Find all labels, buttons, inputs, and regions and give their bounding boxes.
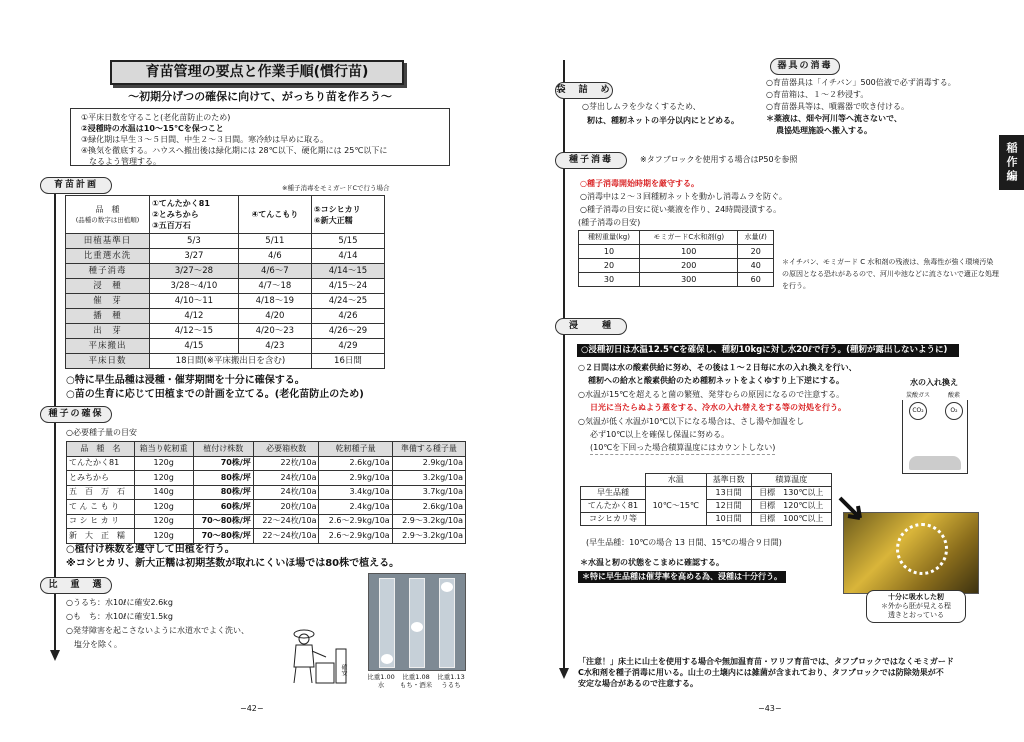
cell: 120g (134, 500, 193, 515)
disinfection-side-note: ＊イチバン、モミガード C 水和剤の残液は、魚毒性が強く環境汚染の原因となる恐れがあるので、河川や池などに流さないで適正な処理を行う。 (782, 258, 999, 290)
key-point: ③緑化期は早生３〜５日間、中生２〜３日間。寒冷紗は早めに取る。 (81, 135, 329, 144)
bucket (902, 400, 968, 474)
cell: 4/12〜15 (150, 324, 239, 339)
table-row (581, 500, 832, 513)
pointer-arrow-icon (838, 496, 866, 524)
cell: コ シ ヒ カ リ (67, 514, 135, 529)
row-header: 浸 種 (66, 279, 150, 294)
disinfection-table-title: (種子消毒の目安) (578, 218, 641, 227)
row-header: 田植基準日 (66, 234, 150, 249)
cell: 3/27〜28 (150, 264, 239, 279)
row-header: 出 芽 (66, 324, 150, 339)
cell: 22〜24枚/10a (253, 514, 319, 529)
cell: 70〜80株/坪 (193, 529, 253, 544)
tube-caption: 比重1.00 水 (367, 673, 395, 689)
key-point: ④換気を徹底する。ハウスへ搬出後は緑化期には 28℃以下、硬化期には 25℃以下に (81, 146, 388, 155)
cell: 3/28〜4/10 (150, 279, 239, 294)
cell: 2.9〜3.2kg/10a (392, 529, 465, 544)
table-row (66, 324, 385, 339)
row-header: 平床日数 (66, 354, 150, 369)
caption-line: ＊外から胚が見える程 (881, 602, 951, 610)
highlight-circle (896, 523, 948, 575)
cell: てんたかく81 (581, 500, 646, 513)
caution-box (578, 656, 986, 689)
cell: 3.7kg/10a (392, 485, 465, 500)
cell: 24枚/10a (253, 471, 319, 486)
cell: 22〜24枚/10a (253, 529, 319, 544)
tools-warning: ＊薬液は、畑や河川等へ流さないで、 (766, 114, 902, 123)
section-label-plan: 育苗計画 (40, 177, 112, 194)
cell: 40 (738, 259, 774, 273)
cell: 4/15 (150, 339, 239, 354)
cell: 5/3 (150, 234, 239, 249)
caution-line: 「注意！」床土に山土を使用する場合や無加温育苗・ワリフ育苗では、タフブロックではなくモミガード (578, 657, 954, 666)
cell: 80株/坪 (193, 485, 253, 500)
cell: 16日間 (311, 354, 384, 369)
cell: 5/11 (238, 234, 311, 249)
col-header: 植付け株数 (193, 442, 253, 457)
cell: 70株/坪 (193, 456, 253, 471)
cell: コシヒカリ等 (581, 513, 646, 526)
table-header-row (579, 231, 774, 245)
section-label-specific-gravity: 比 重 選 (40, 577, 112, 594)
cell: 22枚/10a (253, 456, 319, 471)
cell: 4/20 (238, 309, 311, 324)
sg-line: 塩分を除く。 (66, 640, 122, 649)
cell: 4/18〜19 (238, 294, 311, 309)
cell: 2.9kg/10a (392, 456, 465, 471)
disinfection-table (578, 230, 774, 287)
section-label-seed: 種子の確保 (40, 406, 112, 423)
soaking-bold-line: ○２日間は水の酸素供給に努め、その後は１〜２日毎に水の入れ換えを行い、 (578, 363, 857, 372)
cell: 4/7〜18 (238, 279, 311, 294)
o2-bubble: O₂ (945, 402, 963, 420)
egg (411, 622, 423, 632)
plan-note-2: ○苗の生育に応じて田植までの計画を立てる。(老化苗防止のため) (66, 389, 364, 400)
cell: 4/14 (311, 249, 384, 264)
col-header: 箱当り乾籾重 (134, 442, 193, 457)
cell: 4/20〜23 (238, 324, 311, 339)
plan-note-1: ○特に早生品種は浸種・催芽期間を十分に確保する。 (66, 375, 305, 386)
tools-line: ○育苗器具等は、噴霧器で吹き付ける。 (766, 102, 909, 111)
col-header: 乾籾種子量 (319, 442, 392, 457)
section-label-tool-disinfection: 器具の消毒 (770, 58, 840, 75)
row-header: 平床搬出 (66, 339, 150, 354)
water-exchange-title: 水の入れ換え (910, 378, 958, 387)
flow-arrow-icon (50, 650, 60, 661)
seed-note-1: ○植付け株数を遵守して田植を行う。 (66, 544, 235, 555)
soaking-early-variety-note: ＊特に早生品種は催芽率を高める為、浸種は十分行う。 (578, 571, 786, 583)
cell: 4/29 (311, 339, 384, 354)
page-title: 育苗管理の要点と作業手順(慣行苗) (110, 60, 404, 85)
row-header: 催 芽 (66, 294, 150, 309)
cell: 4/23 (238, 339, 311, 354)
specific-gravity-photo (368, 573, 466, 671)
disinfection-line: ○消毒中は２〜３回種籾ネットを動かし消毒ムラを防ぐ。 (580, 192, 787, 201)
seed-intro: ○必要種子量の目安 (66, 428, 137, 437)
table-row (66, 264, 385, 279)
cell: 目標 130℃以上 (751, 487, 831, 500)
caption-line: 十分に吸水した籾 (888, 593, 944, 601)
cell: 300 (640, 273, 738, 287)
soaked-seed-photo (843, 512, 979, 594)
egg (441, 582, 453, 592)
key-point: ①平床日数を守ること(老化苗防止のため) (81, 113, 231, 122)
disinfection-warning: ○種子消毒開始時期を厳守する。 (580, 179, 699, 188)
cell: 2.6〜2.9kg/10a (319, 529, 392, 544)
bagging-line: ○芽出しムラを少なくするため、 (582, 102, 701, 111)
table-row (67, 500, 466, 515)
cell: 120g (134, 529, 193, 544)
section-label-soaking: 浸 種 (555, 318, 627, 335)
cell: 2.6kg/10a (319, 456, 392, 471)
caution-line: 安定な場合があるので注意する。 (578, 679, 698, 688)
bagging-line-bold: 籾は、種籾ネットの半分以内にとどめる。 (587, 116, 739, 125)
sg-line: ○うるち：水10ℓに確安2.6kg (66, 598, 173, 607)
table-row (66, 339, 385, 354)
tools-line: ○育苗箱は、１〜２秒浸す。 (766, 90, 869, 99)
table-corner-sub: (品種の数字は田植順) (75, 215, 140, 224)
cell: 100 (640, 245, 738, 259)
co2-bubble: CO₂ (909, 402, 927, 420)
seed-pile (909, 456, 961, 470)
cell: 3.2kg/10a (392, 471, 465, 486)
cell: 3.4kg/10a (319, 485, 392, 500)
gas-label: 酸素 (948, 392, 961, 399)
cell: 70〜80株/坪 (193, 514, 253, 529)
cell: 2.9〜3.2kg/10a (392, 514, 465, 529)
cell: 12日間 (706, 500, 751, 513)
cell: 目標 120℃以上 (751, 500, 831, 513)
cell: 5/15 (311, 234, 384, 249)
table-header-row (67, 442, 466, 457)
caution-line: C水和剤を種子消毒に用いる。山土の土壌内には雑菌が含まれており、タフブロックでは防除効果が不 (578, 668, 944, 677)
cell: 10日間 (706, 513, 751, 526)
cell: 120g (134, 471, 193, 486)
page-number-right: −43− (758, 704, 782, 713)
cell: 18日間(※平床搬出日を含む) (150, 354, 312, 369)
soaking-line: ○気温が低く水温が10℃以下になる場合は、さし湯や加温をし (578, 417, 805, 426)
page-subtitle: 〜初期分げつの確保に向けて、がっちり苗を作ろう〜 (128, 90, 392, 103)
table-row (581, 487, 832, 500)
section-label-bagging: 袋 詰 め (555, 82, 613, 99)
table-row (581, 513, 832, 526)
col-header: 水量(ℓ) (738, 231, 774, 245)
cell: 140g (134, 485, 193, 500)
chapter-tab: 稲作編 (999, 135, 1024, 190)
cell: とみちから (67, 471, 135, 486)
cell: 120g (134, 514, 193, 529)
cell: 2.6〜2.9kg/10a (319, 514, 392, 529)
seed-amount-table (66, 441, 466, 544)
table-col-header: ④てんこもり (238, 196, 311, 234)
table-row (67, 529, 466, 544)
cell: 4/26〜29 (311, 324, 384, 339)
soaking-warning: 日光に当たらぬよう蓋をする、冷水の入れ替えをする等の対処を行う。 (590, 403, 846, 412)
plan-note: ※種子消毒をモミガードCで行う場合 (282, 184, 390, 192)
cell: 2.9kg/10a (319, 471, 392, 486)
table-corner (66, 196, 150, 234)
gas-label: 炭酸ガス (906, 392, 931, 399)
soaking-table-footnote: (早生品種：10℃の場合 13 日間、15℃の場合９日間) (586, 538, 782, 547)
col-header: モミガードC水和剤(g) (640, 231, 738, 245)
col-header: 必要箱枚数 (253, 442, 319, 457)
cell: 60 (738, 273, 774, 287)
tube-caption: 比重1.08 もち・酒米 (399, 673, 433, 689)
cell: 4/6 (238, 249, 311, 264)
table-row (579, 259, 774, 273)
cell: 4/12 (150, 309, 239, 324)
section-label-seed-disinfection: 種子消毒 (555, 152, 627, 169)
disinfection-line: ○種子消毒の目安に従い薬液を作り、24時間浸漬する。 (580, 205, 782, 214)
bag-sign: 確安 (340, 664, 347, 676)
cell: 30 (579, 273, 640, 287)
soaking-line: (10℃を下回った場合積算温度にはカウントしない) (590, 442, 775, 455)
table-row (66, 309, 385, 324)
flow-arrow-icon (559, 668, 569, 679)
cell: 24枚/10a (253, 485, 319, 500)
table-row (66, 234, 385, 249)
table-col-header: ①てんたかく81 ②とみちから ③五百万石 (150, 196, 239, 234)
cell: 60株/坪 (193, 500, 253, 515)
col-header: 種籾重量(kg) (579, 231, 640, 245)
cell: て ん こ も り (67, 500, 135, 515)
table-row (579, 245, 774, 259)
soaking-line: 必ず10℃以上を確保し保温に努める。 (590, 430, 730, 439)
soaking-bold-line: 種籾への給水と酸素供給のため種籾ネットをよくゆすり上下逆にする。 (588, 376, 844, 385)
tools-warning: 農協処理施設へ搬入する。 (776, 126, 872, 135)
row-header: 種子消毒 (66, 264, 150, 279)
table-row (67, 456, 466, 471)
seed-photo-caption (866, 590, 966, 623)
cell: 4/10〜11 (150, 294, 239, 309)
table-row (66, 354, 385, 369)
key-points-box (70, 108, 450, 166)
soaking-line: ○水温が15℃を超えると菌の繁殖、発芽むらの原因になるので注意する。 (578, 390, 845, 399)
cell: 80株/坪 (193, 471, 253, 486)
col-header: 水温 (645, 474, 706, 487)
key-point: ②浸種時の水温は10〜15℃を保つこと (81, 124, 224, 133)
cell: 10 (579, 245, 640, 259)
cell: てんたかく81 (67, 456, 135, 471)
cell: 10℃〜15℃ (645, 487, 706, 526)
cell: 13日間 (706, 487, 751, 500)
cell: 20 (738, 245, 774, 259)
cell: 20枚/10a (253, 500, 319, 515)
cell: 4/6〜7 (238, 264, 311, 279)
col-header: 基準日数 (706, 474, 751, 487)
nursery-plan-table (65, 195, 385, 369)
sg-line: ○も ち：水10ℓに確安1.5kg (66, 612, 173, 621)
disinfection-ref: ※タフブロックを使用する場合はP50を参照 (640, 155, 798, 164)
table-col-header: ⑤コシヒカリ ⑥新大正糯 (311, 196, 384, 234)
soaking-check-note: ＊水温と籾の状態をこまめに確認する。 (580, 558, 724, 567)
row-header: 比重選水洗 (66, 249, 150, 264)
table-row (67, 485, 466, 500)
seed-note-2: ※コシヒカリ、新大正糯は初期茎数が取れにくいほ場では80株で植える。 (66, 558, 400, 569)
cell: 早生品種 (581, 487, 646, 500)
table-corner-label: 品 種 (95, 204, 120, 214)
egg (381, 654, 393, 664)
cell: 4/24〜25 (311, 294, 384, 309)
col-header: 品 種 名 (67, 442, 135, 457)
cell: 4/26 (311, 309, 384, 324)
table-row (67, 514, 466, 529)
key-point: なるよう管理する。 (81, 157, 161, 166)
col-header: 積算温度 (751, 474, 831, 487)
cell: 新 大 正 糯 (67, 529, 135, 544)
page-number-left: −42− (240, 704, 264, 713)
cell: 120g (134, 456, 193, 471)
sg-line: ○発芽障害を起こさないように水道水でよく洗い、 (66, 626, 249, 635)
soaking-table (580, 473, 832, 526)
soaking-banner: ○浸種初日は水温12.5℃を確保し、種籾10kgに対し水20ℓで行う。(種籾が露出しないように) (577, 344, 959, 357)
tools-line: ○育苗器具は「イチバン」500倍液で必ず消毒する。 (766, 78, 956, 87)
col-header: 準備する種子量 (392, 442, 465, 457)
farmer-illustration (282, 625, 354, 687)
table-row (579, 273, 774, 287)
table-header-row (581, 474, 832, 487)
table-row (66, 249, 385, 264)
cell: 五 百 万 石 (67, 485, 135, 500)
cell: 2.6kg/10a (392, 500, 465, 515)
table-row (66, 279, 385, 294)
caption-line: 透きとおっている (888, 611, 944, 619)
cell: 4/14〜15 (311, 264, 384, 279)
tube-caption: 比重1.13 うるち (437, 673, 465, 689)
cell: 2.4kg/10a (319, 500, 392, 515)
cell: 20 (579, 259, 640, 273)
table-row (67, 471, 466, 486)
cell: 4/15〜24 (311, 279, 384, 294)
cell: 目標 100℃以上 (751, 513, 831, 526)
table-row (66, 294, 385, 309)
cell: 3/27 (150, 249, 239, 264)
row-header: 播 種 (66, 309, 150, 324)
cell: 200 (640, 259, 738, 273)
